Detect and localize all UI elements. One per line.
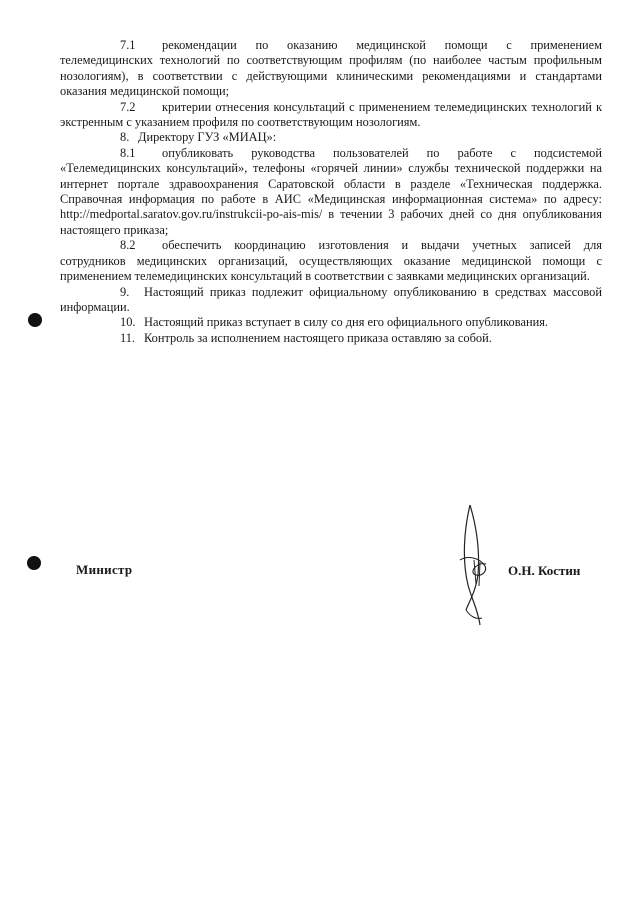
paragraph-8-2: [60, 238, 602, 284]
signature-title: Министр: [76, 562, 133, 577]
paragraph-number: 11.: [120, 330, 136, 345]
paragraph-number: 7.2: [120, 99, 136, 114]
paragraph-text: Настоящий приказ подлежит официальному опубликованию в средствах массовой информации.: [60, 284, 602, 314]
paragraph-text: Контроль за исполнением настоящего приказа оставляю за собой.: [144, 330, 492, 345]
signatory-name: О.Н. Костин: [508, 563, 581, 578]
punch-hole-mark: [27, 556, 41, 570]
paragraph-8: [60, 130, 602, 145]
paragraph-10: [60, 315, 602, 330]
handwritten-signature: [440, 500, 510, 630]
paragraph-text: Директору ГУЗ «МИАЦ»:: [138, 130, 277, 145]
document-body: [60, 38, 602, 346]
paragraph-text: критерии отнесения консультаций с применением телемедицинских технологий к экстренным с указанием профиля по соответствующим нозологиям.: [60, 99, 602, 130]
paragraph-number: 8.: [120, 130, 130, 145]
paragraph-7-2: [60, 100, 602, 131]
paragraph-number: 8.1: [120, 145, 136, 160]
paragraph-text: опубликовать руководства пользователей по работе с подсистемой «Телемедицинских консультаций», телефоны «горячей линии» службы технической поддержки на интернет портале здравоохранения Саратовской области в разделе «Техническая поддержка. Справочная информация по работе в АИС «Медицинская информационная система» по адресу: http://medportal.saratov.gov.ru/instrukcii-po-ais-mis/ в течении 3 рабочих дней со дня опубликования настоящего приказа;: [60, 145, 602, 237]
paragraph-number: 10.: [120, 315, 136, 330]
paragraph-text: Настоящий приказ вступает в силу со дня его официального опубликования.: [144, 315, 549, 330]
paragraph-9: [60, 285, 602, 316]
paragraph-11: [60, 331, 602, 346]
paragraph-number: 7.1: [120, 38, 136, 52]
paragraph-text: обеспечить координацию изготовления и выдачи учетных записей для сотрудников медицинских организаций, осуществляющих оказание медицинской помощи с применением телемедицинских консультаций в соответствии с заявками медицинских организаций.: [60, 238, 602, 284]
paragraph-number: 8.2: [120, 238, 136, 253]
paragraph-7-1: [60, 38, 602, 100]
paragraph-8-1: [60, 146, 602, 238]
punch-hole-mark: [28, 313, 42, 327]
paragraph-text: рекомендации по оказанию медицинской помощи с применением телемедицинских технологий по соответствующим профилям (по наиболее частым профильным нозологиям), в соответствии с действующими клиническими рекомендациями и стандартами оказания медицинской помощи;: [60, 38, 602, 99]
paragraph-number: 9.: [120, 284, 130, 299]
